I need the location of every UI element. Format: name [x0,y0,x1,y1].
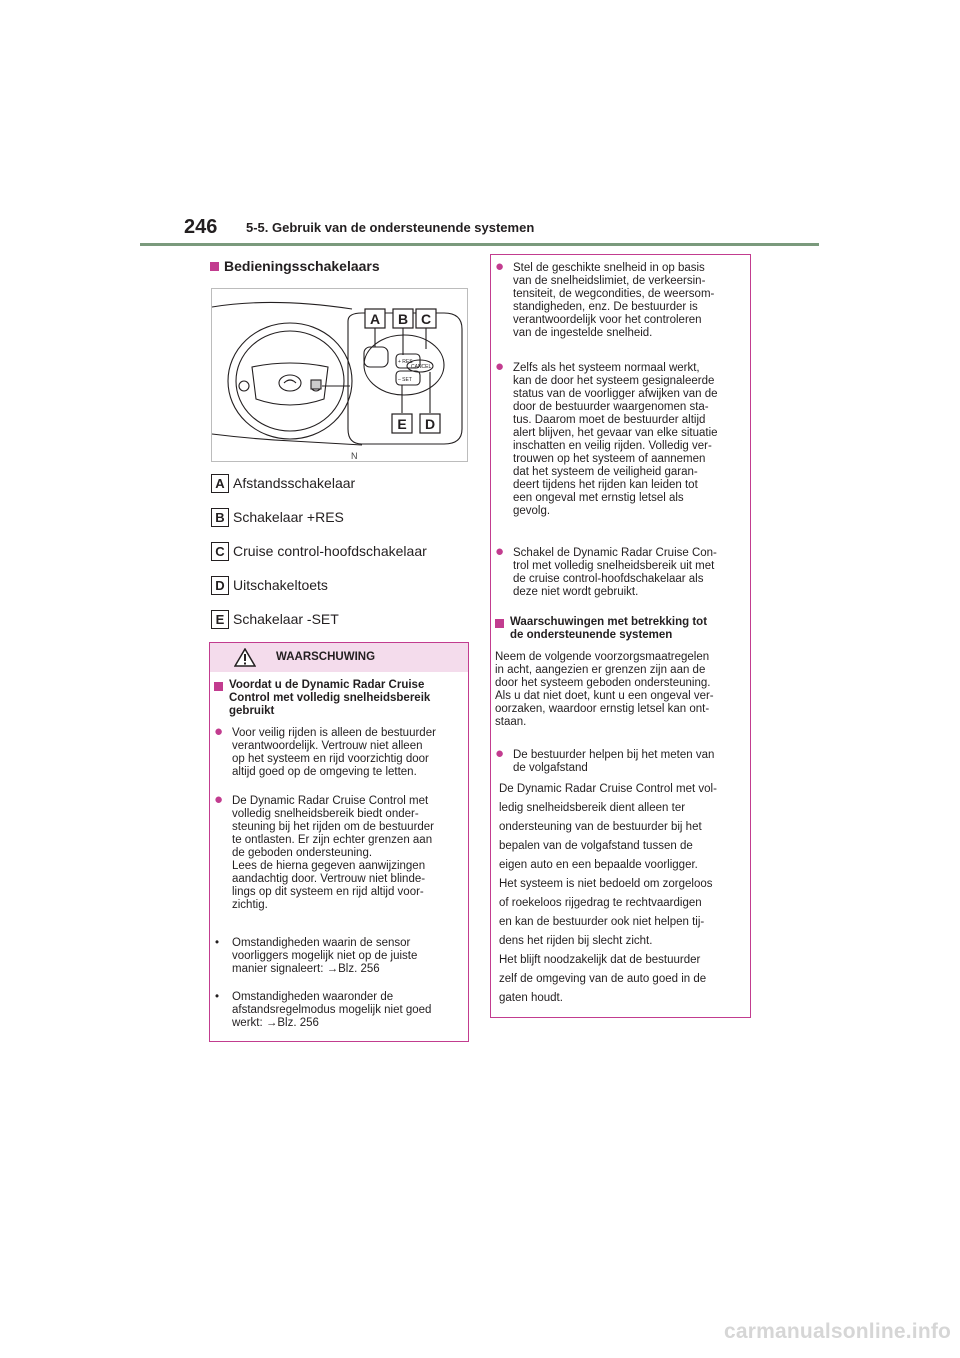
text-line: door het systeem geboden ondersteuning. [495,677,711,689]
text-line: inschatten en veilig rijden. Volledig ver- [513,440,712,452]
set-label: – SET [398,377,412,383]
callout-b: B [397,311,409,327]
legend-label: Afstandsschakelaar [233,475,356,491]
text-line: Voor veilig rijden is alleen de bestuurder [232,727,436,739]
legend-item [211,474,451,494]
text-line: Het blijft noodzakelijk dat de bestuurder [499,954,701,966]
text-line: deert tijdens het rijden kan leiden tot [513,479,698,491]
text-line: steuning bij het rijden om de bestuurder [232,821,435,833]
text-line: Stel de geschikte snelheid in op basis [513,262,705,274]
text-line: trouwen op het systeem of aannemen [513,453,706,465]
text-line: Omstandigheden waaronder de [232,991,394,1003]
res-label: + RES [398,359,413,365]
text-line: de geboden ondersteuning. [232,847,373,859]
page-number: 246 [184,216,218,238]
dot-bullet-icon: ● [495,543,505,560]
text-line: deze niet wordt gebruikt. [513,586,639,598]
text-line: dens het rijden bij slecht zicht. [499,935,653,947]
notice-heading [495,616,707,642]
text-line: Waarschuwingen met betrekking tot [510,616,708,628]
text-line: van de ingestelde snelheid. [513,327,653,339]
text-line: door de bestuurder waargenomen sta- [513,401,709,413]
dash-bullet-icon: • [215,937,220,949]
text-line: dat het systeem de veiligheid garan- [513,466,698,478]
text-line: afstandsregelmodus mogelijk niet goed [232,1004,432,1016]
notice-paragraph [495,651,714,729]
callout-a: A [369,311,381,327]
section-heading [210,258,380,274]
watermark: carmanualsonline.info [724,1320,952,1343]
warning-title: WAARSCHUWING [276,651,376,663]
text-line: te ontlasten. Er zijn echter grenzen aan [232,834,433,846]
text-line: tus. Daarom moet de bestuurder altijd [513,414,706,426]
dot-bullet-icon: ● [495,258,505,275]
legend-item [211,508,451,528]
text-line: De Dynamic Radar Cruise Control met [232,795,429,807]
text-line: manier signaleert: →Blz. 256 [232,963,380,975]
legend-label: Schakelaar +RES [233,509,344,525]
notice-box [490,254,751,1018]
legend-letter: A [211,474,229,493]
text-line: staan. [495,716,527,728]
callout-e: E [397,416,407,432]
notice-bullet [495,258,715,340]
dot-bullet-icon: ● [214,791,224,808]
text-line: en kan de bestuurder ook niet helpen tij- [499,916,705,928]
figure-code: N [351,451,358,461]
text-line: oorzaken, waardoor ernstig letsel kan ont- [495,703,710,715]
text-line: Control met volledig snelheidsbereik [229,692,431,704]
warning-header [210,643,468,672]
text-line: verantwoordelijk. Vertrouw niet alleen [232,740,423,752]
text-line: de ondersteunende systemen [510,629,673,641]
notice-bullet [495,358,718,518]
text-line: op het systeem en rijd voorzichtig door [232,753,429,765]
text-line: Omstandigheden waarin de sensor [232,937,411,949]
text-line: Schakel de Dynamic Radar Cruise Con- [513,547,717,559]
text-line: Het systeem is niet bedoeld om zorgeloos [499,878,713,890]
legend-letter: B [211,508,229,527]
warning-bullet [214,723,436,779]
square-bullet-icon [214,682,223,691]
legend-letter: E [211,610,229,629]
steering-wheel-illustration [212,289,467,461]
text-line: ledig snelheidsbereik dient alleen ter [499,802,686,814]
steering-wheel-figure [211,288,468,462]
text-line: ondersteuning van de bestuurder bij het [499,821,702,833]
legend-label: Uitschakeltoets [233,577,328,593]
warning-subitem [214,937,417,976]
text-line: Neem de volgende voorzorgsmaatregelen [495,651,710,663]
text-line: kan de door het systeem gesignaleerde [513,375,715,387]
text-line: in acht, aangezien er grenzen zijn aan de [495,664,706,676]
text-line: de volgafstand [513,762,588,774]
legend-letter: D [211,576,229,595]
text-line: gaten houdt. [499,992,563,1004]
square-bullet-icon [495,619,504,628]
header-rule [140,243,819,246]
legend-item [211,610,451,630]
legend-item [211,576,451,596]
section-heading-text: Bedieningsschakelaars [224,258,380,274]
text-line: zichtig. [232,899,268,911]
text-line: alert blijven, het gevaar van elke situatie [513,427,718,439]
text-line: De bestuurder helpen bij het meten van [513,749,715,761]
warning-heading [214,679,430,718]
dash-bullet-icon: • [215,991,220,1003]
warning-subitem [214,991,431,1030]
text-line: volledig snelheidsbereik biedt onder- [232,808,419,820]
text-line: De Dynamic Radar Cruise Control met vol- [499,783,717,795]
dot-bullet-icon: ● [214,723,224,740]
text-line: Voordat u de Dynamic Radar Cruise [229,679,425,691]
text-line: trol met volledig snelheidsbereik uit met [513,560,715,572]
legend-label: Cruise control-hoofdschakelaar [233,543,427,559]
text-line: Als u dat niet doet, kunt u een ongeval ver- [495,690,714,702]
notice-bullet [495,543,717,599]
text-line: de cruise control-hoofdschakelaar als [513,573,704,585]
text-line: gevolg. [513,505,551,517]
legend-item [211,542,451,562]
text-line: tensiteit, de wegcondities, de weersom- [513,288,715,300]
legend-label: Schakelaar -SET [233,611,339,627]
text-line: Zelfs als het systeem normaal werkt, [513,362,700,374]
text-line: zelf de omgeving van de auto goed in de [499,973,707,985]
warning-bullet [214,791,435,912]
text-line: voorliggers mogelijk niet op de juiste [232,950,418,962]
section-title: 5-5. Gebruik van de ondersteunende systemen [246,220,535,235]
legend-letter: C [211,542,229,561]
text-line: Lees de hierna gegeven aanwijzingen [232,860,426,872]
text-line: status van de voorligger afwijken van de [513,388,718,400]
text-line: of roekeloos rijgedrag te rechtvaardigen [499,897,702,909]
text-line: eigen auto en een bepaalde voorligger. [499,859,698,871]
square-bullet-icon [210,262,219,271]
text-line: lings op dit systeem en rijd altijd voor- [232,886,424,898]
callout-c: C [420,311,432,327]
text-line: gebruikt [229,705,275,717]
text-line: van de snelheidslimiet, de verkeersin- [513,275,706,287]
text-line: verantwoordelijk voor het controleren [513,314,702,326]
text-line: standigheden, enz. De bestuurder is [513,301,698,313]
cancel-label: CANCEL [411,364,432,370]
text-line: werkt: →Blz. 256 [232,1017,319,1029]
callout-d: D [424,416,436,432]
warning-box [209,642,469,1042]
text-line: bepalen van de volgafstand tussen de [499,840,693,852]
dot-bullet-icon: ● [495,358,505,375]
text-line: een ongeval met ernstig letsel als [513,492,684,504]
text-line: altijd goed op de omgeving te letten. [232,766,417,778]
warning-triangle-icon [234,648,256,667]
dot-bullet-icon: ● [495,745,505,762]
text-line: aandachtig door. Vertrouw niet blinde- [232,873,426,885]
notice-bullet [495,745,715,775]
